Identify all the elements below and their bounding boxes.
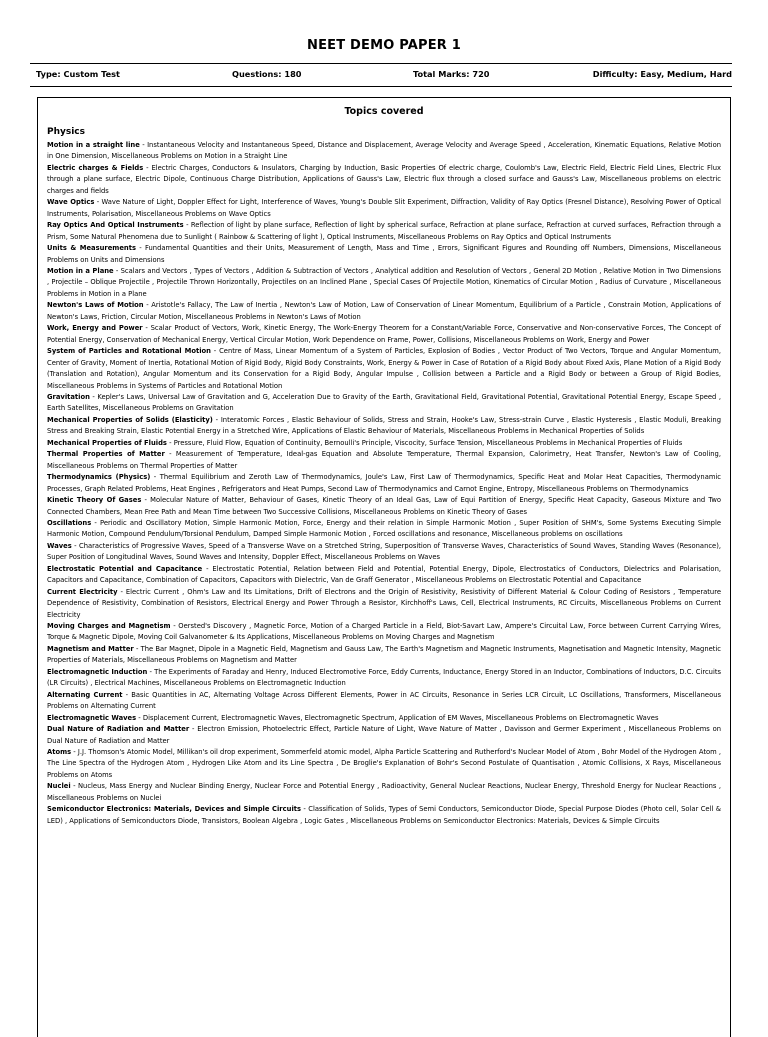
topic-item: Thermal Properties of Matter - Measurement of Temperature, Ideal-gas Equation and Absolute Temperature, Thermal Expansion, Calorimetry, Heat Transfer, Newton's Law of Cooling, Miscellaneous Problems on Thermal Properties of Matter (47, 450, 721, 470)
topic-name: Thermal Properties of Matter (47, 450, 165, 459)
topic-name: Alternating Current (47, 690, 123, 699)
topic-description: Electron Emission, Photoelectric Effect, Particle Nature of Light, Wave Nature of Matter , Davisson and Germer Experiment , Miscellaneous Problems on Dual Nature of Radiation and Matter (47, 725, 721, 745)
topic-name: Newton's Laws of Motion (47, 301, 144, 310)
topic-name: Magnetism and Matter (47, 644, 134, 653)
topic-name: Moving Charges and Magnetism (47, 622, 171, 631)
topic-item: Mechanical Properties of Solids (Elasticity) - Interatomic Forces , Elastic Behaviour of Solids, Stress and Strain, Hooke's Law, Stress-strain Curve , Elastic Hysteresis , Elastic Moduli, Breaking Stress and Breaking Strain, Elastic Potential Energy in a Stretched Wire, Applications of Elastic Behaviour of Materials, Miscellaneous Problems in Mechanical Properties of Solids (47, 415, 721, 436)
topics-box (37, 97, 731, 1037)
topic-name: Work, Energy and Power (47, 324, 143, 333)
topic-description: Aristotle's Fallacy, The Law of Inertia , Newton's Law of Motion, Law of Conservation of Linear Momentum, Equilibrium of a Particle , Constrain Motion, Applications of Newton's Laws, Friction, Circular Motion, Miscellaneous Problems in Newton's Laws of Motion (47, 301, 721, 321)
topic-description: Nucleus, Mass Energy and Nuclear Binding Energy, Nuclear Force and Potential Energy , Radioactivity, General Nuclear Reactions, Nuclear Energy, Threshold Energy for Nuclear Reactions , Miscellaneous Problems on Nuclei (47, 782, 721, 802)
topic-description: Measurement of Temperature, Ideal-gas Equation and Absolute Temperature, Thermal Expansion, Calorimetry, Heat Transfer, Newton's Law of Cooling, Miscellaneous Problems on Thermal Properties of Matter (47, 450, 721, 470)
topic-item: Motion in a straight line - Instantaneous Velocity and Instantaneous Speed, Distance and Displacement, Average Velocity and Average Speed , Acceleration, Kinematic Equations, Relative Motion in One Dimension, Miscellaneous Problems on Motion in a Straight Line (47, 141, 722, 161)
topic-item: Semiconductor Electronics: Materials, Devices and Simple Circuits - Classification of Solids, Types of Semi Conductors, Semiconductor Diode, Special Purpose Diodes (Photo cell, Solar Cell & LED) , Applications of Semiconductors Diode, Transistors, Boolean Algebra , Logic Gates , Miscellaneous Problems on Semiconductor Electronics: Materials, Devices & Simple Circuits (47, 805, 721, 825)
topic-item: Thermodynamics (Physics) - Thermal Equilibrium and Zeroth Law of Thermodynamics, Joule's Law, First Law of Thermodynamics, Specific Heat and Molar Heat Capacities, Thermodynamic Processes, Graph Related Problems, Heat Engines , Refrigerators and Heat Pumps, Second Law of Thermodynamics and Carnot Engine, Entropy, Miscellaneous Problems on Thermodynamics (47, 473, 722, 493)
topic-name: Current Electricity (47, 587, 118, 596)
topic-item: Newton's Laws of Motion - Aristotle's Fallacy, The Law of Inertia , Newton's Law of Motion, Law of Conservation of Linear Momentum, Equilibrium of a Particle , Constrain Motion, Applications of Newton's Laws, Friction, Circular Motion, Miscellaneous Problems in Newton's Laws of Motion (47, 301, 721, 321)
topic-item: Electrostatic Potential and Capacitance - Electrostatic Potential, Relation between Field and Potential, Potential Energy, Dipole, Electrostatics of Conductors, Dielectrics and Polarisation, Capacitors and Capacitance, Combination of Capacitors, Capacitors with Dielectric, Van de Graff Generator , Miscellaneous Problems on Electrostatic Potential and Capacitance (47, 564, 721, 585)
topic-name: Thermodynamics (Physics) (47, 473, 151, 482)
topic-name: Nuclei (47, 782, 71, 791)
topic-description: Wave Nature of Light, Doppler Effect for Light, Interference of Waves, Young's Double Slit Experiment, Diffraction, Validity of Ray Optics (Fresnel Distance), Resolving Power of Optical Instruments, Polarisation, Miscellaneous Problems on Wave Optics (47, 198, 721, 218)
topic-item: Atoms - J.J. Thomson's Atomic Model, Millikan's oil drop experiment, Sommerfeld atomic model, Alpha Particle Scattering and Rutherford's Nuclear Model of Atom , Bohr Model of the Hydrogen Atom , The Line Spectra of the Hydrogen Atom , Hydrogen Like Atom and its Line Spectra , De Broglie's Explanation of Bohr's Second Postulate of Quantisation , Atomic Collisions, X Rays, Miscellaneous Problems on Atoms (47, 748, 721, 779)
test-type: Type: Custom Test (36, 69, 120, 79)
topic-name: System of Particles and Rotational Motion (47, 347, 211, 356)
topic-name: Atoms (47, 748, 72, 757)
page-title: NEET DEMO PAPER 1 (306, 38, 461, 53)
topic-description: J.J. Thomson's Atomic Model, Millikan's oil drop experiment, Sommerfeld atomic model, Alpha Particle Scattering and Rutherford's Nuclear Model of Atom , Bohr Model of the Hydrogen Atom , The Line Spectra of the Hydrogen Atom , Hydrogen Like Atom and its Line Spectra , De Broglie's Explanation of Bohr's Second Postulate of Quantisation , Atomic Collisions, X Rays, Miscellaneous Problems on Atoms (47, 748, 721, 779)
topic-name: Ray Optics And Optical Instruments (47, 221, 184, 230)
topic-name: Mechanical Properties of Solids (Elasticity) (47, 415, 213, 424)
topic-name: Electromagnetic Induction (47, 667, 148, 676)
topic-item: Alternating Current - Basic Quantities in AC, Alternating Voltage Across Different Elements, Power in AC Circuits, Resonance in Series LCR Circuit, LC Oscillations, Transformers, Miscellaneous Problems on Alternating Current (47, 690, 722, 711)
topic-description: Displacement Current, Electromagnetic Waves, Electromagnetic Spectrum, Application of EM Waves, Miscellaneous Problems on Electromagnetic Waves (142, 713, 659, 722)
topic-name: Motion in a straight line (47, 141, 140, 149)
topic-description: Classification of Solids, Types of Semi Conductors, Semiconductor Diode, Special Purpose Diodes (Photo cell, Solar Cell & LED) , Applications of Semiconductors Diode, Transistors, Boolean Algebra , Logic Gates , Miscellaneous Problems on Semiconductor Electronics: Materials, Devices & Simple Circuits (47, 805, 721, 825)
topic-item: Magnetism and Matter - The Bar Magnet, Dipole in a Magnetic Field, Magnetism and Gauss Law, The Earth's Magnetism and Magnetic Instruments, Magnetisation and Magnetic Intensity, Magnetic Properties of Materials, Miscellaneous Problems on Magnetism and Matter (47, 644, 721, 665)
topic-description: The Bar Magnet, Dipole in a Magnetic Field, Magnetism and Gauss Law, The Earth's Magnetism and Magnetic Instruments, Magnetisation and Magnetic Intensity, Magnetic Properties of Materials, Miscellaneous Problems on Magnetism and Matter (47, 644, 721, 665)
topic-description: Reflection of light by plane surface, Reflection of light by spherical surface, Refraction at plane surface, Refraction at curved surfaces, Refraction through a Prism, Some Natural Phenomena due to Sunlight ( Rainbow & Scattering of light ), Optical Instruments, Miscellaneous Problems on Ray Optics and Optical Instruments (47, 221, 721, 241)
topic-description: Interatomic Forces , Elastic Behaviour of Solids, Stress and Strain, Hooke's Law, Stress-strain Curve , Elastic Hysteresis , Elastic Moduli, Breaking Stress and Breaking Strain, Elastic Potential Energy in a Stretched Wire, Applications of Elastic Behaviour of Materials, Miscellaneous Problems in Mechanical Properties of Solids (47, 415, 721, 436)
topic-item: Current Electricity - Electric Current , Ohm's Law and Its Limitations, Drift of Electrons and the Origin of Resistivity, Resistivity of Different Material & Colour Coding of Resistors , Temperature Dependence of Resistivity, Combination of Resistors, Electrical Energy and Power Through a Resistor, Kirchhoff's Laws, Cell, Electrical Instruments, RC Circuits, Miscellaneous Problems on Current Electricity (47, 587, 721, 619)
topic-description: Molecular Nature of Matter, Behaviour of Gases, Kinetic Theory of an Ideal Gas, Law of Equi Partition of Energy, Specific Heat Capacity, Gaseous Mixture and Two Connected Chambers, Mean Free Path and Mean Time between Two Successive Collisions, Miscellaneous Problems on Kinetic Theory of Gases (47, 496, 721, 516)
difficulty: Difficulty: Easy, Medium, Hard (592, 69, 732, 79)
topics-list (47, 140, 721, 827)
topic-item: Gravitation - Kepler's Laws, Universal Law of Gravitation and G, Acceleration Due to Gravity of the Earth, Gravitational Field, Gravitational Potential, Gravitational Potential Energy, Escape Speed , Earth Satellites, Miscellaneous Problems on Gravitation (47, 392, 721, 413)
topic-name: Kinetic Theory Of Gases (47, 496, 142, 505)
topic-item: Nuclei - Nucleus, Mass Energy and Nuclear Binding Energy, Nuclear Force and Potential Energy , Radioactivity, General Nuclear Reactions, Nuclear Energy, Threshold Energy for Nuclear Reactions , Miscellaneous Problems on Nuclei (47, 782, 721, 802)
topic-description: Kepler's Laws, Universal Law of Gravitation and G, Acceleration Due to Gravity of the Earth, Gravitational Field, Gravitational Potential, Gravitational Potential Energy, Escape Speed , Earth Satellites, Miscellaneous Problems on Gravitation (47, 392, 721, 413)
topic-item: Oscillations - Periodic and Oscillatory Motion, Simple Harmonic Motion, Force, Energy and their relation in Simple Harmonic Motion , Super Position of SHM's, Some Systems Executing Simple Harmonic Motion, Compound Pendulum/Torsional Pendulum, Damped Simple Harmonic Motion , Forced oscillations and resonance, Miscellaneous problems on oscillations (47, 518, 721, 539)
topic-item: Units & Measurements - Fundamental Quantities and their Units, Measurement of Length, Mass and Time , Errors, Significant Figures and Rounding off Numbers, Dimensions, Miscellaneous Problems on Units and Dimensions (47, 244, 721, 264)
topic-description: Scalars and Vectors , Types of Vectors , Addition & Subtraction of Vectors , Analytical addition and Resolution of Vectors , General 2D Motion , Relative Motion in Two Dimensions , Projectile – Oblique Projectile , Projectile Thrown Horizontally, Projectiles on an Inclined Plane , Special Cases Of Projectile Motion, Kinematics of Circular Motion , Radius of Curvature , Miscellaneous Problems in Motion in a Plane (47, 266, 722, 298)
topic-description: Instantaneous Velocity and Instantaneous Speed, Distance and Displacement, Average Velocity and Average Speed , Acceleration, Kinematic Equations, Relative Motion in One Dimension, Miscellaneous Problems on Motion in a Straight Line (47, 141, 722, 161)
topic-item: Waves - Characteristics of Progressive Waves, Speed of a Transverse Wave on a Stretched String, Superposition of Transverse Waves, Characteristics of Sound Waves, Standing Waves (Resonance), Super Position of Longitudinal Waves, Sound Waves and Intensity, Doppler Effect, Miscellaneous Problems on Waves (47, 541, 721, 562)
topic-description: Scalar Product of Vectors, Work, Kinetic Energy, The Work-Energy Theorem for a Constant/Variable Force, Conservative and Non-conservative Forces, The Concept of Potential Energy, Conservation of Mechanical Energy, Vertical Circular Motion, Work Dependence on Frame, Power, Collisions, Miscellaneous Problems on Work, Energy and Power (47, 324, 722, 344)
test-meta-row (36, 69, 732, 81)
topic-item: Work, Energy and Power - Scalar Product of Vectors, Work, Kinetic Energy, The Work-Energy Theorem for a Constant/Variable Force, Conservative and Non-conservative Forces, The Concept of Potential Energy, Conservation of Mechanical Energy, Vertical Circular Motion, Work Dependence on Frame, Power, Collisions, Miscellaneous Problems on Work, Energy and Power (47, 324, 722, 344)
total-marks: Total Marks: 720 (413, 69, 490, 79)
topic-description: Centre of Mass, Linear Momentum of a System of Particles, Explosion of Bodies , Vector Product of Two Vectors, Torque and Angular Momentum, Center of Gravity, Moment of Inertia, Rotational Motion of Rigid Body, Rigid Body Constraints, Work, Energy & Power in Case of Rotation of a Rigid Body about Fixed Axis, Plane Motion of a Rigid Body (Translation and Rotation), Angular Momentum and its Conservation for a Rigid Body, Angular Impulse , Collision between a Particle and a Rigid Body or between a Group of Rigid Bodies, Miscellaneous Problems in Systems of Particles and Rotational Motion (47, 347, 722, 390)
topic-description: Periodic and Oscillatory Motion, Simple Harmonic Motion, Force, Energy and their relation in Simple Harmonic Motion , Super Position of SHM's, Some Systems Executing Simple Harmonic Motion, Compound Pendulum/Torsional Pendulum, Damped Simple Harmonic Motion , Forced oscillations and resonance, Miscellaneous problems on oscillations (47, 518, 721, 539)
topic-name: Mechanical Properties of Fluids (47, 438, 167, 447)
topic-description: Thermal Equilibrium and Zeroth Law of Thermodynamics, Joule's Law, First Law of Thermodynamics, Specific Heat and Molar Heat Capacities, Thermodynamic Processes, Graph Related Problems, Heat Engines , Refrigerators and Heat Pumps, Second Law of Thermodynamics and Carnot Engine, Entropy, Miscellaneous Problems on Thermodynamics (47, 473, 722, 493)
topic-name: Semiconductor Electronics: Materials, Devices and Simple Circuits (47, 805, 302, 814)
topic-item: Motion in a Plane - Scalars and Vectors , Types of Vectors , Addition & Subtraction of Vectors , Analytical addition and Resolution of Vectors , General 2D Motion , Relative Motion in Two Dimensions , Projectile – Oblique Projectile , Projectile Thrown Horizontally, Projectiles on an Inclined Plane , Special Cases Of Projectile Motion, Kinematics of Circular Motion , Radius of Curvature , Miscellaneous Problems in Motion in a Plane (47, 266, 722, 298)
topic-name: Wave Optics (47, 198, 95, 207)
topic-description: Fundamental Quantities and their Units, Measurement of Length, Mass and Time , Errors, Significant Figures and Rounding off Numbers, Dimensions, Miscellaneous Problems on Units and Dimensions (47, 244, 721, 264)
topic-name: Electric charges & Fields (47, 163, 144, 172)
topic-name: Electromagnetic Waves (47, 713, 137, 722)
header-bottom-rule (30, 86, 732, 87)
topic-item: Kinetic Theory Of Gases - Molecular Nature of Matter, Behaviour of Gases, Kinetic Theory of an Ideal Gas, Law of Equi Partition of Energy, Specific Heat Capacity, Gaseous Mixture and Two Connected Chambers, Mean Free Path and Mean Time between Two Successive Collisions, Miscellaneous Problems on Kinetic Theory of Gases (47, 496, 721, 516)
topic-item: Moving Charges and Magnetism - Oersted's Discovery , Magnetic Force, Motion of a Charged Particle in a Field, Biot-Savart Law, Ampere's Circuital Law, Force between Current Carrying Wires, Torque & Magnetic Dipole, Moving Coil Galvanometer & Its Applications, Miscellaneous Problems on Moving Charges and Magnetism (47, 622, 721, 642)
header-top-rule (30, 63, 732, 64)
topic-name: Gravitation (47, 392, 90, 401)
topic-description: Oersted's Discovery , Magnetic Force, Motion of a Charged Particle in a Field, Biot-Savart Law, Ampere's Circuital Law, Force between Current Carrying Wires, Torque & Magnetic Dipole, Moving Coil Galvanometer & Its Applications, Miscellaneous Problems on Moving Charges and Magnetism (47, 622, 721, 642)
topic-name: Dual Nature of Radiation and Matter (47, 725, 190, 734)
topic-item: Wave Optics - Wave Nature of Light, Doppler Effect for Light, Interference of Waves, Young's Double Slit Experiment, Diffraction, Validity of Ray Optics (Fresnel Distance), Resolving Power of Optical Instruments, Polarisation, Miscellaneous Problems on Wave Optics (47, 198, 721, 218)
topic-item: Mechanical Properties of Fluids - Pressure, Fluid Flow, Equation of Continuity, Bernoulli's Principle, Viscocity, Surface Tension, Miscellaneous Problems in Mechanical Properties of Fluids (47, 438, 683, 447)
topic-name: Motion in a Plane (47, 266, 114, 275)
topic-description: The Experiments of Faraday and Henry, Induced Electromotive Force, Eddy Currents, Inductance, Energy Stored in an Inductor, Combinations of Inductors, D.C. Circuits (LR Circuits) , Electrical Machines, Miscellaneous Problems on Electromagnetic Induction (47, 667, 721, 688)
topic-item: System of Particles and Rotational Motion - Centre of Mass, Linear Momentum of a System of Particles, Explosion of Bodies , Vector Product of Two Vectors, Torque and Angular Momentum, Center of Gravity, Moment of Inertia, Rotational Motion of Rigid Body, Rigid Body Constraints, Work, Energy & Power in Case of Rotation of a Rigid Body about Fixed Axis, Plane Motion of a Rigid Body (Translation and Rotation), Angular Momentum and its Conservation for a Rigid Body, Angular Impulse , Collision between a Particle and a Rigid Body or between a Group of Rigid Bodies, Miscellaneous Problems in Systems of Particles and Rotational Motion (47, 347, 722, 390)
topic-item: Dual Nature of Radiation and Matter - Electron Emission, Photoelectric Effect, Particle Nature of Light, Wave Nature of Matter , Davisson and Germer Experiment , Miscellaneous Problems on Dual Nature of Radiation and Matter (47, 725, 721, 745)
topic-description: Basic Quantities in AC, Alternating Voltage Across Different Elements, Power in AC Circuits, Resonance in Series LCR Circuit, LC Oscillations, Transformers, Miscellaneous Problems on Alternating Current (47, 690, 722, 711)
topic-name: Units & Measurements (47, 244, 136, 253)
topics-heading: Topics covered (344, 106, 424, 117)
topic-name: Waves (47, 541, 72, 550)
question-count: Questions: 180 (232, 69, 302, 79)
topic-item: Electric charges & Fields - Electric Charges, Conductors & Insulators, Charging by Induction, Basic Properties Of electric charge, Coulomb's Law, Electric Field, Electric Field Lines, Electric Flux through a plane surface, Electric Dipole, Continuous Charge Distribution, Applications of Gauss's Law, Electric flux through a closed surface and Gauss's Law, Miscellaneous problems on electric charges and fields (47, 163, 721, 195)
topic-description: Electrostatic Potential, Relation between Field and Potential, Potential Energy, Dipole, Electrostatics of Conductors, Dielectrics and Polarisation, Capacitors and Capacitance, Combination of Capacitors, Capacitors with Dielectric, Van de Graff Generator , Miscellaneous Problems on Electrostatic Potential and Capacitance (47, 564, 721, 585)
topic-description: Characteristics of Progressive Waves, Speed of a Transverse Wave on a Stretched String, Superposition of Transverse Waves, Characteristics of Sound Waves, Standing Waves (Resonance), Super Position of Longitudinal Waves, Sound Waves and Intensity, Doppler Effect, Miscellaneous Problems on Waves (47, 541, 721, 562)
subject-heading: Physics (47, 127, 86, 137)
topic-item: Ray Optics And Optical Instruments - Reflection of light by plane surface, Reflection of light by spherical surface, Refraction at plane surface, Refraction at curved surfaces, Refraction through a Prism, Some Natural Phenomena due to Sunlight ( Rainbow & Scattering of light ), Optical Instruments, Miscellaneous Problems on Ray Optics and Optical Instruments (47, 221, 721, 241)
topic-description: Electric Charges, Conductors & Insulators, Charging by Induction, Basic Properties Of electric charge, Coulomb's Law, Electric Field, Electric Field Lines, Electric Flux through a plane surface, Electric Dipole, Continuous Charge Distribution, Applications of Gauss's Law, Electric flux through a closed surface and Gauss's Law, Miscellaneous problems on electric charges and fields (47, 163, 721, 195)
topic-item: Electromagnetic Waves - Displacement Current, Electromagnetic Waves, Electromagnetic Spectrum, Application of EM Waves, Miscellaneous Problems on Electromagnetic Waves (47, 713, 659, 722)
topic-description: Electric Current , Ohm's Law and Its Limitations, Drift of Electrons and the Origin of Resistivity, Resistivity of Different Material & Colour Coding of Resistors , Temperature Dependence of Resistivity, Combination of Resistors, Electrical Energy and Power Through a Resistor, Kirchhoff's Laws, Cell, Electrical Instruments, RC Circuits, Miscellaneous Problems on Current Electricity (47, 587, 721, 619)
topic-item: Electromagnetic Induction - The Experiments of Faraday and Henry, Induced Electromotive Force, Eddy Currents, Inductance, Energy Stored in an Inductor, Combinations of Inductors, D.C. Circuits (LR Circuits) , Electrical Machines, Miscellaneous Problems on Electromagnetic Induction (47, 667, 721, 688)
topic-name: Oscillations (47, 518, 92, 527)
topic-name: Electrostatic Potential and Capacitance (47, 564, 203, 573)
topic-description: Pressure, Fluid Flow, Equation of Continuity, Bernoulli's Principle, Viscocity, Surface Tension, Miscellaneous Problems in Mechanical Properties of Fluids (173, 438, 683, 447)
